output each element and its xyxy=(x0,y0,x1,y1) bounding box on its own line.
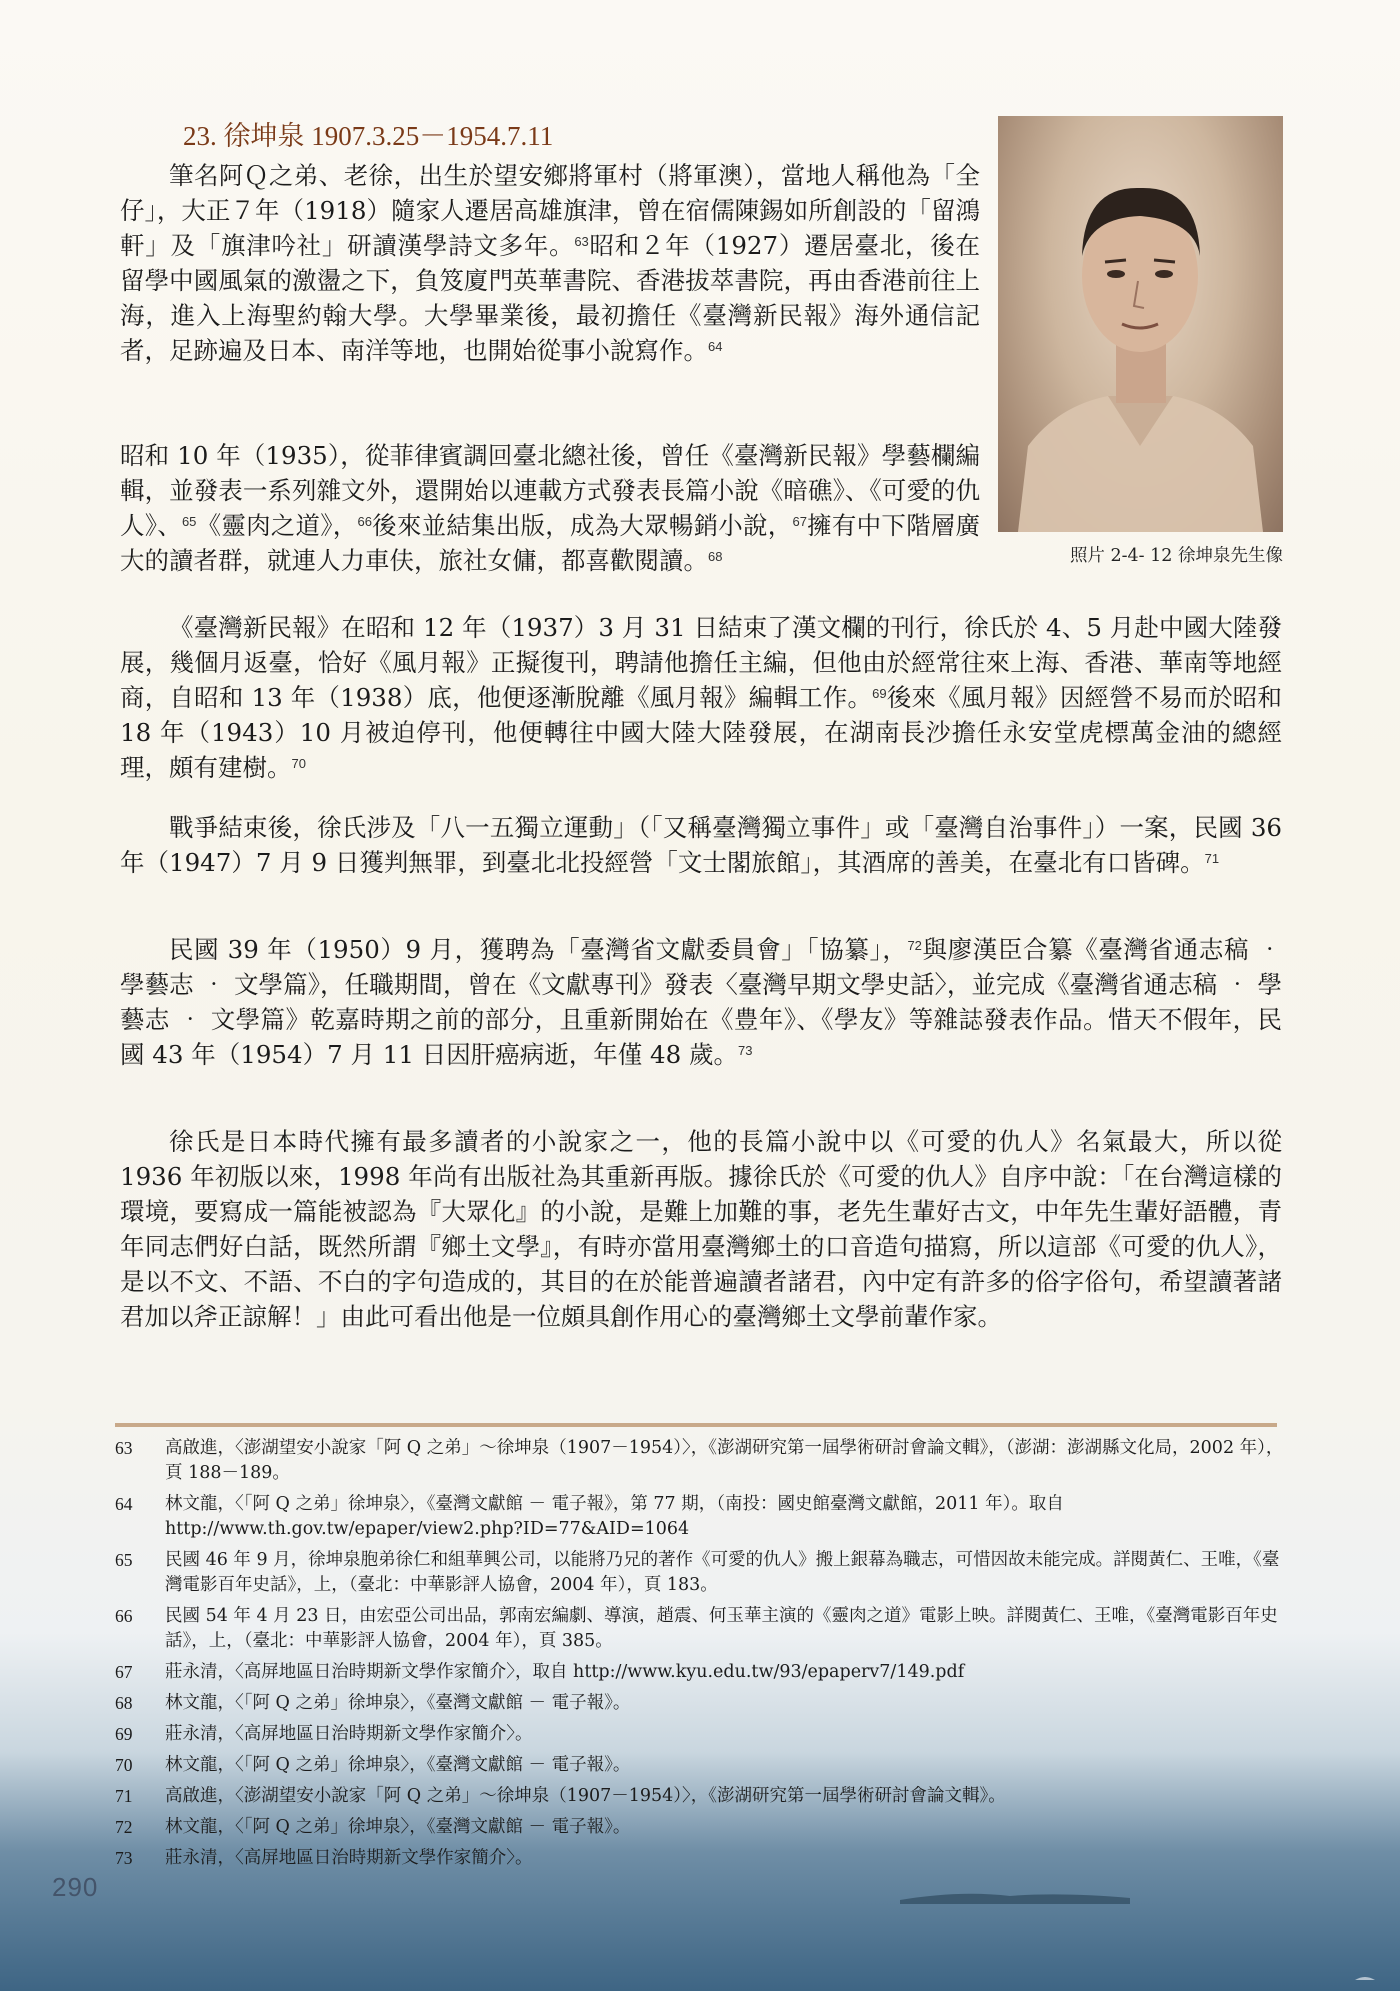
text-run: 擁有中下階層廣大的讀者群，就連人力車伕，旅社女傭，都喜歡閱讀。 xyxy=(120,511,981,575)
text-run: 《靈肉之道》， xyxy=(196,511,358,540)
footnote-number: 67 xyxy=(115,1662,133,1682)
footnote-number: 71 xyxy=(115,1786,133,1806)
paragraph-3 xyxy=(120,810,1282,880)
footnote-ref: 64 xyxy=(708,339,723,354)
footnote-text: 莊永清，〈高屏地區日治時期新文學作家簡介〉，取自 http://www.kyu.edu.tw/93/epaperv7/149.pdf xyxy=(165,1662,965,1682)
footnote-text: 林文龍，〈「阿 Q 之弟」徐坤泉〉，《臺灣文獻館 － 電子報》，第 77 期，（南投：國史館臺灣文獻館，2011 年）。取自 http://www.th.gov.tw/epaper/view2.php?ID=77&AID=1064 xyxy=(165,1494,1064,1539)
footnote-text: 林文龍，〈「阿 Q 之弟」徐坤泉〉，《臺灣文獻館 － 電子報》。 xyxy=(165,1693,631,1713)
section-heading: 23. 徐坤泉 1907.3.25－1954.7.11 xyxy=(183,121,554,151)
footnote-text: 高啟進，〈澎湖望安小說家「阿 Q 之弟」～徐坤泉（1907－1954）〉，《澎湖研究第一屆學術研討會論文輯》。 xyxy=(165,1786,1006,1806)
paragraph-1-cont xyxy=(120,438,980,578)
text-run: 《臺灣新民報》在昭和 12 年（1937）3 月 31 日結束了漢文欄的刊行，徐氏於 4、5 月赴中國大陸發展，幾個月返臺，恰好《風月報》正擬復刊，聘請他擔任主編，但他由於經常往來上海、香港、華南等地經商，自昭和 13 年（1938）底，他便逐漸脫離《風月報》編輯工作。 xyxy=(120,613,1282,712)
text-run: 徐氏是日本時代擁有最多讀者的小說家之一，他的長篇小說中以《可愛的仇人》名氣最大，所以從 1936 年初版以來，1998 年尚有出版社為其重新再版。據徐氏於《可愛的仇人》自序中說：「在台灣這樣的環境，要寫成一篇能被認為『大眾化』的小說，是難上加難的事，老先生輩好古文，中年先生輩好語體，青年同志們好白話，既然所謂『鄉土文學』，有時亦當用臺灣鄉土的口音造句描寫，所以這部《可愛的仇人》，是以不文、不語、不白的字句造成的，其目的在於能普遍讀者諸君，內中定有許多的俗字俗句，希望讀著諸君加以斧正諒解！」由此可看出他是一位頗具創作用心的臺灣鄉土文學前輩作家。 xyxy=(120,1127,1282,1331)
photo-caption: 照片 2-4- 12 徐坤泉先生像 xyxy=(1069,546,1283,566)
sea-background-illustration xyxy=(0,1880,1400,1991)
text-run: 民國 39 年（1950）9 月，獲聘為「臺灣省文獻委員會」「協纂」， xyxy=(169,935,908,964)
footnote-number: 72 xyxy=(115,1817,133,1837)
footnote-divider xyxy=(115,1423,1277,1427)
footnote-item xyxy=(115,1722,1285,1747)
paragraph-2 xyxy=(120,610,1282,785)
footnote-number: 64 xyxy=(115,1494,133,1514)
text-run: 後來並結集出版，成為大眾暢銷小說， xyxy=(371,511,793,540)
text-run: 昭和２年（1927）遷居臺北，後在留學中國風氣的激盪之下，負笈廈門英華書院、香港拔萃書院，再由香港前往上海，進入上海聖約翰大學。大學畢業後，最初擔任《臺灣新民報》海外通信記者，足跡遍及日本、南洋等地，也開始從事小說寫作。 xyxy=(120,231,981,365)
text-run: 戰爭結束後，徐氏涉及「八一五獨立運動」（「又稱臺灣獨立事件」或「臺灣自治事件」）一案，民國 36 年（1947）7 月 9 日獲判無罪，到臺北北投經營「文士閣旅館」，其酒席的善美，在臺北有口皆碑。 xyxy=(120,813,1282,877)
paragraph-5 xyxy=(120,1124,1282,1334)
footnote-ref: 66 xyxy=(357,514,372,529)
footnote-item xyxy=(115,1436,1285,1486)
footnote-number: 65 xyxy=(115,1550,133,1570)
footnote-text: 莊永清，〈高屏地區日治時期新文學作家簡介〉。 xyxy=(165,1848,533,1868)
footnote-item xyxy=(115,1753,1285,1778)
portrait-figure xyxy=(998,116,1283,567)
footnote-ref: 63 xyxy=(574,234,589,249)
footnote-number: 70 xyxy=(115,1755,133,1775)
paragraph-1 xyxy=(120,158,980,368)
footnote-item xyxy=(115,1660,1285,1685)
footnote-number: 69 xyxy=(115,1724,133,1744)
footnote-ref: 69 xyxy=(872,686,887,701)
footnote-number: 68 xyxy=(115,1693,133,1713)
footnote-item xyxy=(115,1846,1285,1871)
footnote-ref: 67 xyxy=(792,514,807,529)
footnote-item xyxy=(115,1691,1285,1716)
footnote-text: 林文龍，〈「阿 Q 之弟」徐坤泉〉，《臺灣文獻館 － 電子報》。 xyxy=(165,1817,631,1837)
footnote-ref: 65 xyxy=(181,514,197,529)
footnote-number: 66 xyxy=(115,1606,133,1626)
footnote-ref: 73 xyxy=(737,1043,753,1058)
portrait-illustration xyxy=(998,116,1283,532)
footnote-ref: 72 xyxy=(907,938,922,953)
page-number: 290 xyxy=(52,1872,99,1902)
footnote-ref: 68 xyxy=(708,549,723,564)
footnote-text: 林文龍，〈「阿 Q 之弟」徐坤泉〉，《臺灣文獻館 － 電子報》。 xyxy=(165,1755,631,1775)
footnote-item xyxy=(115,1492,1285,1542)
footnote-number: 73 xyxy=(115,1848,133,1868)
text-run: 昭和 10 年（1935），從菲律賓調回臺北總社後，曾任《臺灣新民報》學藝欄編輯，並發表一系列雜文外，還開始以連載方式發表長篇小說《暗礁》、《可愛的仇人》、 xyxy=(120,441,980,540)
footnote-item xyxy=(115,1604,1285,1654)
footnote-ref: 71 xyxy=(1204,851,1220,866)
text-run: 筆名阿Ｑ之弟、老徐，出生於望安鄉將軍村（將軍澳），當地人稱他為「全仔」，大正７年（1918）隨家人遷居高雄旗津，曾在宿儒陳錫如所創設的「留鴻軒」及「旗津吟社」研讀漢學詩文多年。 xyxy=(120,161,980,260)
footnote-text: 高啟進，〈澎湖望安小說家「阿 Q 之弟」～徐坤泉（1907－1954）〉，《澎湖研究第一屆學術研討會論文輯》，（澎湖：澎湖縣文化局，2002 年），頁 188－189。 xyxy=(165,1438,1284,1483)
footnote-item xyxy=(115,1548,1285,1598)
text-run: 後來《風月報》因經營不易而於昭和 18 年（1943）10 月被迫停刊，他便轉往中國大陸大陸發展，在湖南長沙擔任永安堂虎標萬金油的總經理，頗有建樹。 xyxy=(120,683,1282,782)
footnotes xyxy=(115,1436,1285,1877)
paragraph-4 xyxy=(120,932,1282,1072)
footnote-text: 民國 54 年 4 月 23 日，由宏亞公司出品，郭南宏編劇、導演，趙震、何玉華主演的《靈肉之道》電影上映。詳閱黃仁、王唯，《臺灣電影百年史話》，上，（臺北：中華影評人協會，2004 年），頁 385。 xyxy=(165,1606,1278,1651)
footnote-item xyxy=(115,1815,1285,1840)
footnote-item xyxy=(115,1784,1285,1809)
footnote-text: 莊永清，〈高屏地區日治時期新文學作家簡介〉。 xyxy=(165,1724,533,1744)
footnote-number: 63 xyxy=(115,1438,133,1458)
footnote-ref: 70 xyxy=(291,756,306,771)
footnote-text: 民國 46 年 9 月，徐坤泉胞弟徐仁和組華興公司，以能將乃兄的著作《可愛的仇人》搬上銀幕為職志，可惜因故未能完成。詳閱黃仁、王唯，《臺灣電影百年史話》，上，（臺北：中華影評人協會，2004 年），頁 183。 xyxy=(165,1550,1280,1595)
portrait-photo xyxy=(998,116,1283,532)
text-run: 與廖漢臣合纂《臺灣省通志稿 ‧ 學藝志 ‧ 文學篇》，任職期間，曾在《文獻專刊》發表〈臺灣早期文學史話〉，並完成《臺灣省通志稿 ‧ 學藝志 ‧ 文學篇》乾嘉時期之前的部分，且重新開始在《豊年》、《學友》等雜誌發表作品。惜天不假年，民國 43 年（1954）7 月 11 日因肝癌病逝，年僅 48 歲。 xyxy=(120,935,1282,1069)
